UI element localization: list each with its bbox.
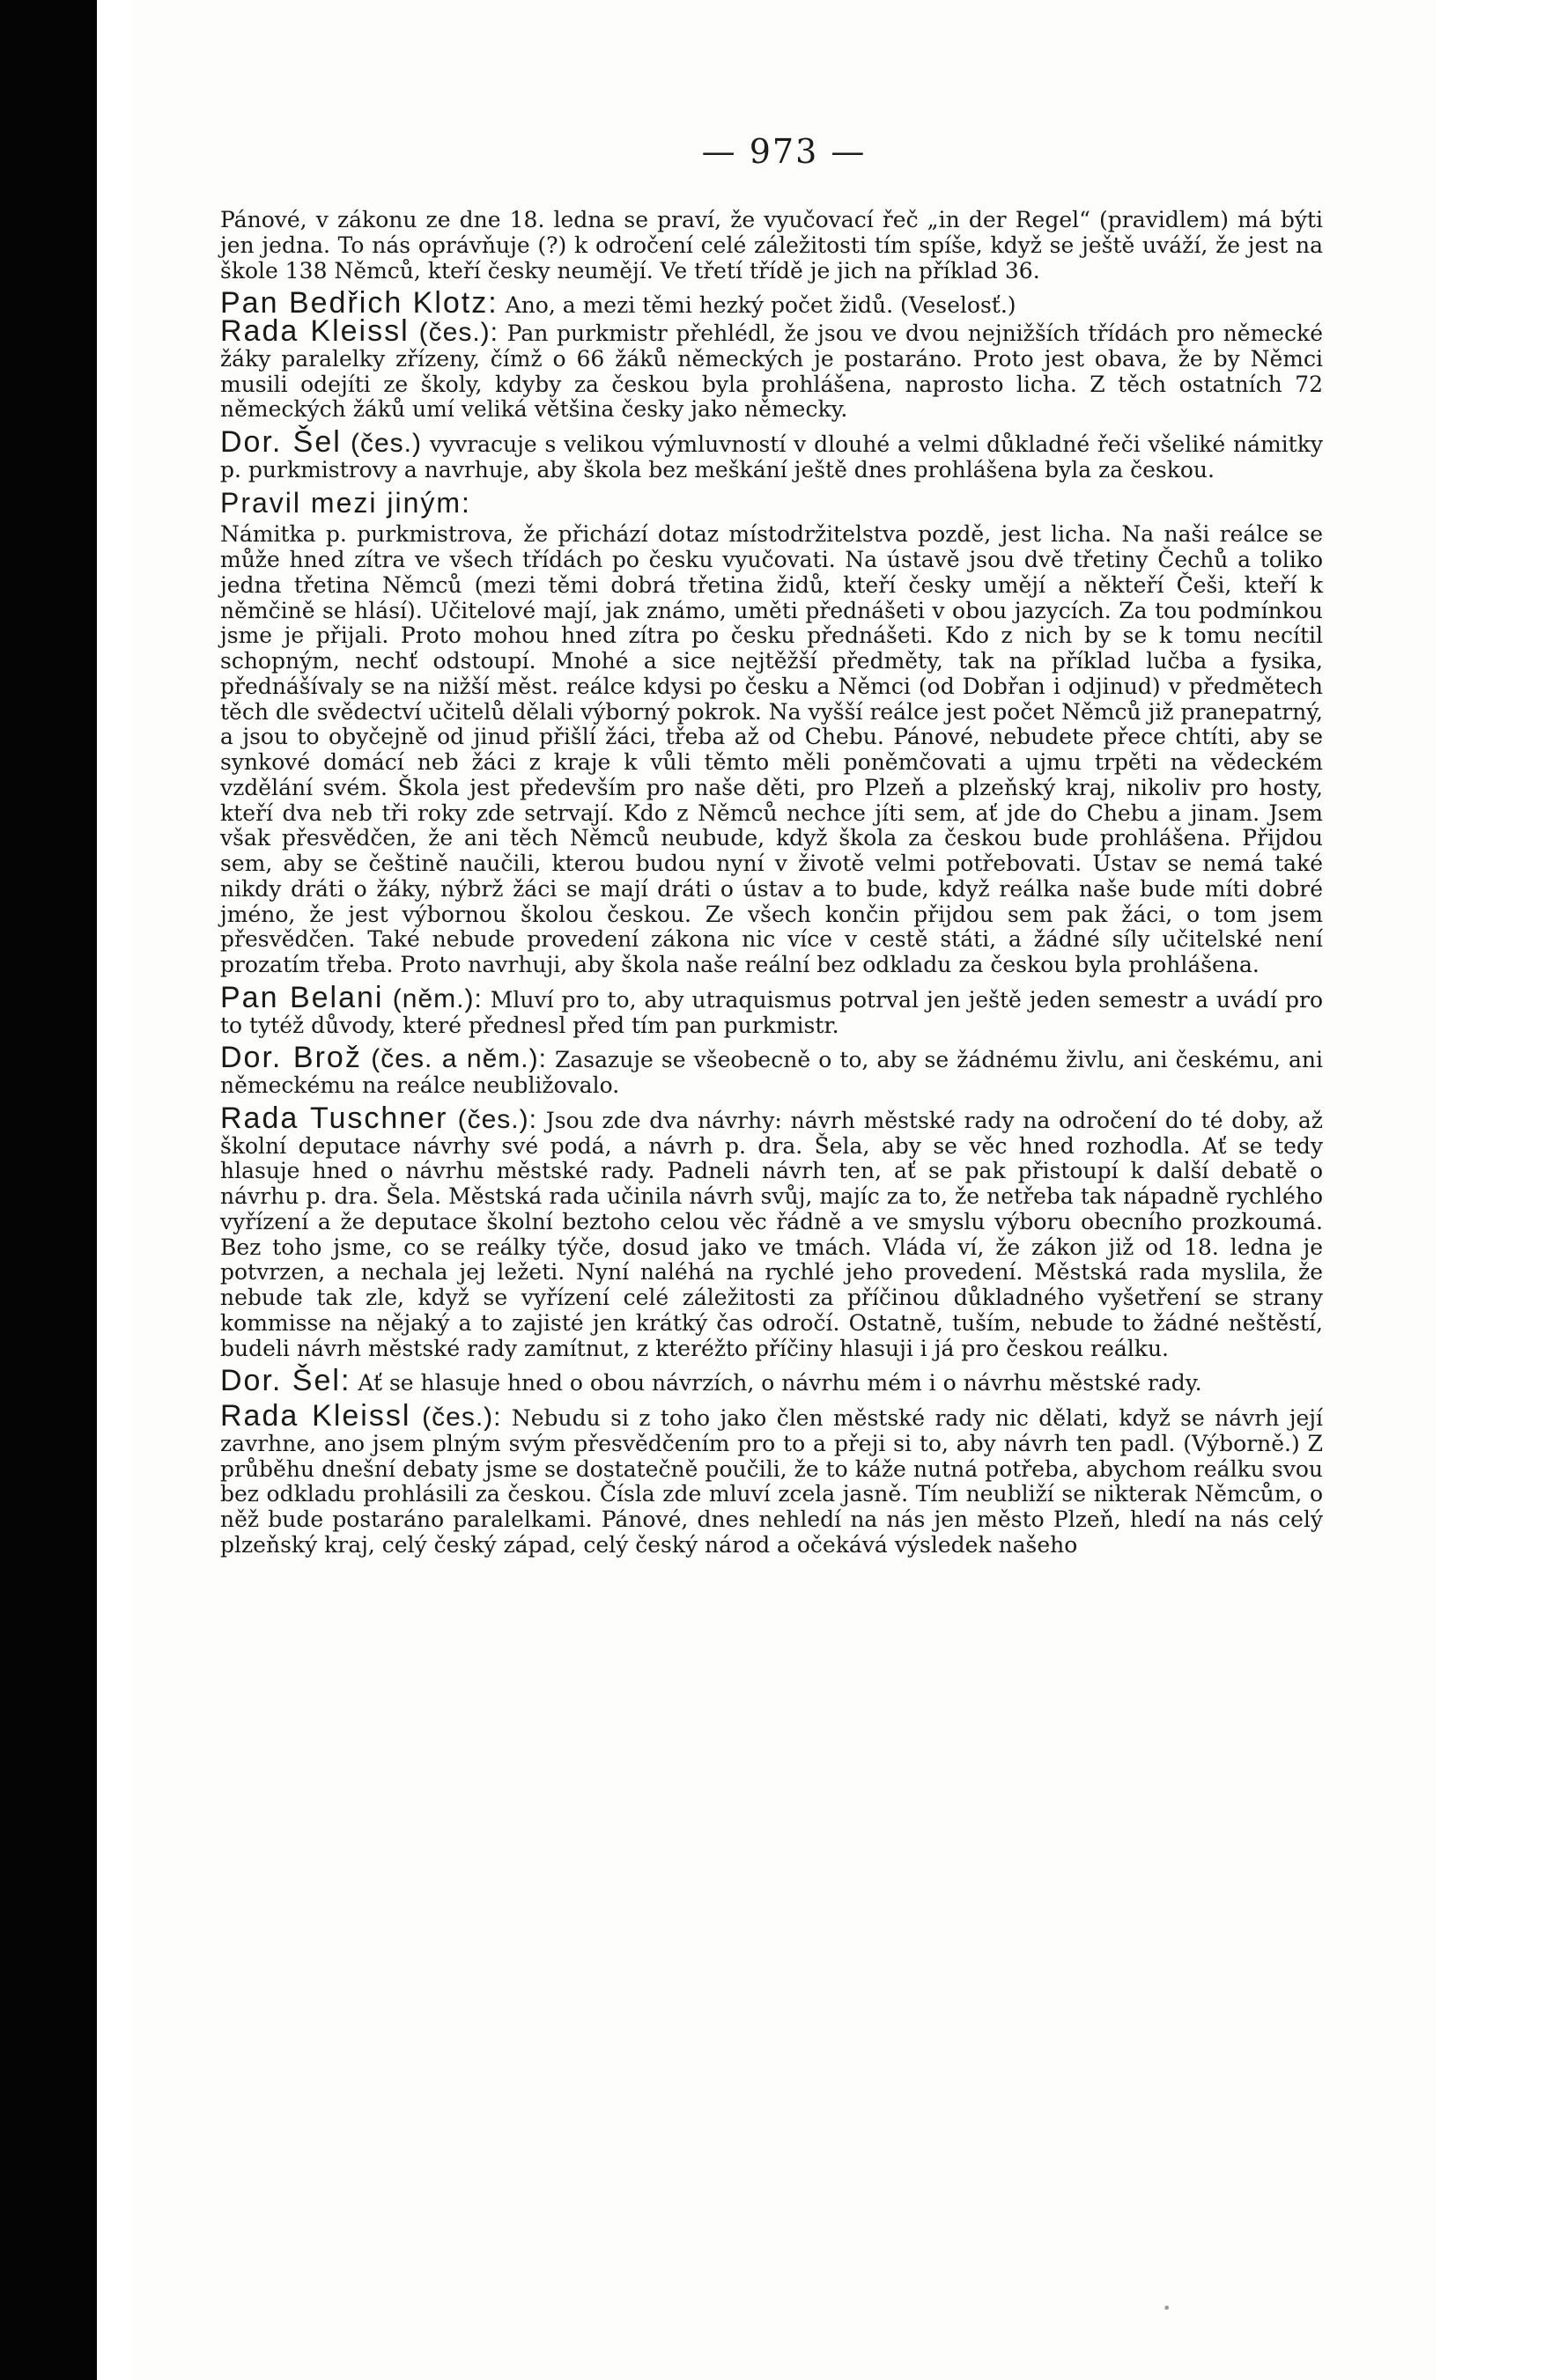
paragraph: Námitka p. purkmistrova, že přichází dotaz místodržitelstva pozdě, jest licha. Na naši reálce se může hned zítra ve všech třídách po česku vyučovati. Na ústavě jsou dvě třetiny Čechů a toliko jedna třetina Němců (mezi těmi dobrá třetina židů, kteří česky umějí a někteří Češi, kteří k němčině se hlásí). Učitelové mají, jak známo, uměti přednášeti v obou jazycích. Za tou podmínkou jsme je přijali. Proto mohou hned zítra po česku přednášeti. Kdo z nich by se k tomu necítil schopným, nechť odstoupí. Mnohé a sice nejtěžší předměty, tak na příklad lučba a fysika, přednášívaly se na nižší měst. reálce kdysi po česku a Němci (od Dobřan i odjinud) v předmětech těch dle svědectví učitelů dělali výborný pokrok. Na vyšší reálce jest počet Němců již pranepatrný, a jsou to obyčejně od jinud přišlí žáci, třeba až od Chebu. Pánové, nebudete přece chtíti, aby se synkové domácí neb žáci z kraje k vůli těmto měli poněmčovati a ujmu trpěti na vědeckém vzdělání svém. Škola jest především pro naše děti, pro Plzeň a plzeňský kraj, nikoliv pro hosty, kteří dva neb tři roky zde setrvají. Kdo z Němců nechce jíti sem, ať jde do Chebu a jinam. Jsem však přesvědčen, že ani těch Němců neubude, když škola za českou bude prohlášena. Přijdou sem, aby se češtině naučili, kterou budou nyní v životě velmi potřebovati. Ústav se nemá také nikdy dráti o žáky, nýbrž žáci se mají dráti o ústav a to bude, když reálka naše bude míti dobré jméno, že jest výbornou školou českou. Ze všech končin přijdou sem pak žáci, o tom jsem přesvědčen. Také nebude provedení zákona nic více v cestě státi, a žádné síly učitelské není prozatím třeba. Proto navrhuji, aby škola naše reální bez odkladu za českou byla prohlášena.	[220, 521, 1323, 977]
speaker-name: Dor. Šel:	[220, 1364, 351, 1398]
paragraph: Rada Tuschner (čes.): Jsou zde dva návrhy: návrh městské rady na odročení do té doby, až školní deputace návrhy své podá, a návrh p. dra. Šela, aby se věc hned rozhodla. Ať se tedy hlasuje hned o návrhu městské rady. Padneli návrh ten, ať se pak přistoupí k další debatě o návrhu p. dra. Šela. Městská rada učinila návrh svůj, majíc za to, že netřeba tak nápadně rychlého vyřízení a že deputace školní beztoho celou věc řádně a ve smyslu výboru obecního prozkoumá. Bez toho jsme, co se reálky týče, dosud jako ve tmách. Vláda ví, že zákon již od 18. ledna je potvrzen, a nechala jej ležeti. Nyní naléhá na rychlé jeho provedení. Městská rada myslila, že nebude tak zle, když se vyřízení celé záležitosti za příčinou důkladného vyšetření se strany kommisse na nějaký a to zajisté jen krátký čas odročí. Ostatně, tuším, nebude to žádné neštěstí, budeli návrh městské rady zamítnut, z kteréžto příčiny hlasuji i já pro českou reálku.	[220, 1101, 1323, 1361]
page-number: — 973 —	[701, 132, 867, 171]
ink-speck: •	[1163, 2300, 1171, 2317]
speaker-note: (čes.):	[409, 318, 499, 347]
speaker-name: Dor. Brož	[220, 1041, 362, 1075]
speaker-name: Rada Tuschner	[220, 1101, 448, 1135]
paragraph: Dor. Šel: Ať se hlasuje hned o obou návrzích, o návrhu mém i o návrhu městské rady.	[220, 1364, 1202, 1398]
paragraph: Dor. Brož (čes. a něm.): Zasazuje se všeobecně o to, aby se žádnému živlu, ani českému, ani německému na reálce neubližovalo.	[220, 1041, 1323, 1098]
speaker-name: Pan Belani	[220, 980, 384, 1014]
paragraph: Rada Kleissl (čes.): Nebudu si z toho jako člen městské rady nic dělati, když se návrh její zavrhne, ano jsem plným svým přesvědčením pro to a přeji si to, aby návrh ten padl. (Výborně.) Z průběhu dnešní debaty jsme se dostatečně poučili, že to káže nutná potřeba, abychom reálku svou bez odkladu prohlásili za českou. Čísla zde mluví zcela jasně. Tím neubliží se nikterak Němcům, o něž bude postaráno paralelkami. Pánové, dnes nehledí na nás jen město Plzeň, hledí na nás celý plzeňský kraj, celý český západ, celý český národ a očekává výsledek našeho	[220, 1399, 1323, 1558]
speaker-note: (čes.):	[410, 1403, 502, 1432]
speaker-note: (něm.):	[383, 984, 483, 1013]
speaker-note: (čes.)	[341, 429, 423, 458]
speaker-name: Rada Kleissl	[220, 314, 410, 348]
paragraph: Rada Kleissl (čes.): Pan purkmistr přehlédl, že jsou ve dvou nejnižších třídách pro německé žáky paralelky zřízeny, čímž o 66 žáků německých je postaráno. Proto jest obava, že by Němci musili odejíti ze školy, kdyby za českou byla prohlášena, naprosto licha. Z těch ostatních 72 německých žáků umí veliká většina česky jako německy.	[220, 314, 1324, 423]
paragraph: Pan Bedřich Klotz: Ano, a mezi těmi hezký počet židů. (Veselosť.)	[220, 286, 1016, 321]
paragraph: Pan Belani (něm.): Mluví pro to, aby utraquismus potrval jen ještě jeden semestr a uvádí pro to tytéž důvody, které přednesl před tím pan purkmistr.	[220, 980, 1323, 1038]
document-page	[132, 0, 1436, 2380]
section-heading: Pravil mezi jiným:	[220, 486, 471, 519]
speaker-note: (čes. a něm.):	[361, 1044, 547, 1074]
speaker-name: Rada Kleissl	[220, 1399, 411, 1433]
paragraph: Pánové, v zákonu ze dne 18. ledna se praví, že vyučovací řeč „in der Regel“ (pravidlem) má býti jen jedna. To nás oprávňuje (?) k odročení celé záležitosti tím spíše, když se ještě uváží, že jest na škole 138 Němců, kteří česky neumějí. Ve třetí třídě je jich na příklad 36.	[220, 207, 1323, 284]
scan-border	[0, 0, 97, 2380]
speaker-name: Pan Bedřich Klotz:	[220, 286, 499, 321]
body-text	[220, 208, 1323, 1558]
paragraph: Dor. Šel (čes.) vyvracuje s velikou výmluvností v dlouhé a velmi důkladné řeči všeliké námitky p. purkmistrovy a navrhuje, aby škola bez meškání ještě dnes prohlášena byla za českou.	[220, 425, 1323, 483]
speaker-name: Dor. Šel	[220, 425, 342, 459]
speaker-note: (čes.):	[447, 1104, 537, 1134]
